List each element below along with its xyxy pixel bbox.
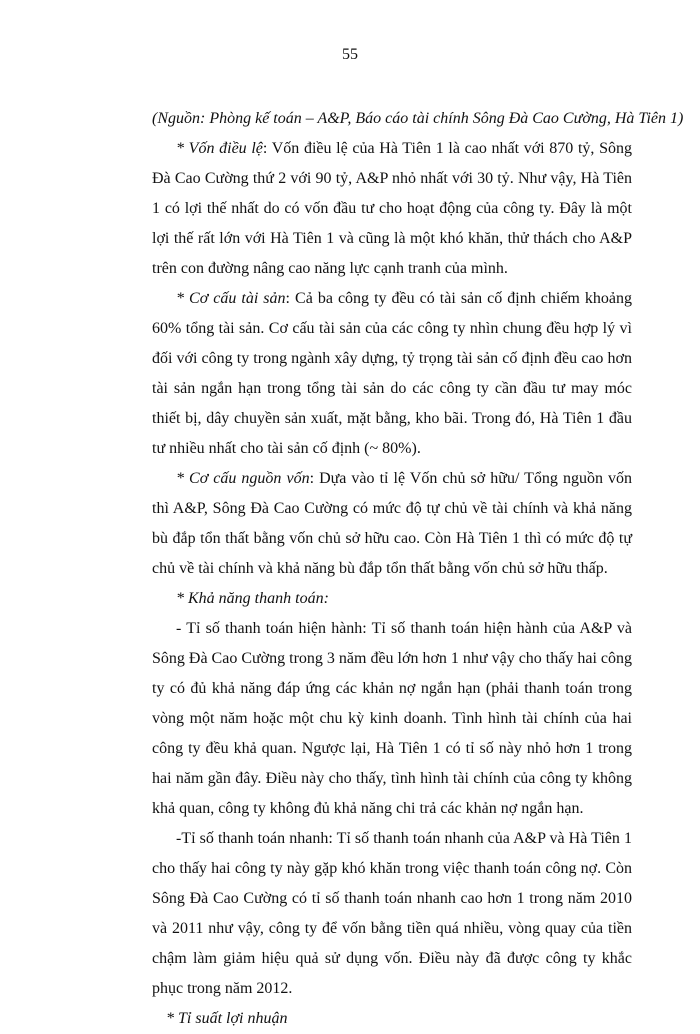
label-von-dieu-le: * Vốn điều lệ bbox=[176, 140, 263, 157]
label-co-cau-tai-san: * Cơ cấu tài sản bbox=[176, 290, 286, 307]
paragraph-co-cau-tai-san bbox=[152, 284, 632, 464]
source-note: (Nguồn: Phòng kế toán – A&P, Báo cáo tài chính Sông Đà Cao Cường, Hà Tiên 1) bbox=[152, 110, 684, 127]
page-content bbox=[152, 104, 684, 1034]
paragraph-ti-so-hien-hanh: - Tỉ số thanh toán hiện hành: Tỉ số thanh toán hiện hành của A&P và Sông Đà Cao Cường trong 3 năm đều lớn hơn 1 như vậy cho thấy hai công ty có đủ khả năng đáp ứng các khản nợ ngắn hạn (phải thanh toán trong vòng một năm hoặc một chu kỳ kinh doanh. Tình hình tài chính của hai công ty đều khả quan. Ngược lại, Hà Tiên 1 có tỉ số này nhỏ hơn 1 trong hai năm gần đây. Điều này cho thấy, tình hình tài chính của công ty không khả quan, công ty không đủ khả năng chi trả các khản nợ ngắn hạn. bbox=[152, 620, 632, 817]
label-co-cau-nguon-von: * Cơ cấu nguồn vốn bbox=[176, 470, 310, 487]
paragraph-co-cau-nguon-von bbox=[152, 464, 632, 584]
paragraph-ti-so-nhanh: -Tỉ số thanh toán nhanh: Tỉ số thanh toán nhanh của A&P và Hà Tiên 1 cho thấy hai công ty này gặp khó khăn trong việc thanh toán công nợ. Còn Sông Đà Cao Cường có tỉ số thanh toán nhanh cao hơn 1 trong năm 2010 và 2011 như vậy, công ty để vốn bằng tiền quá nhiều, vòng quay của tiền chậm làm giảm hiệu quả sử dụng vốn. Điều này đã được công ty khắc phục trong năm 2012. bbox=[152, 830, 632, 997]
heading-ti-suat-loi-nhuan: * Tỉ suất lợi nhuận bbox=[166, 1010, 288, 1027]
paragraph-von-dieu-le bbox=[152, 134, 632, 284]
text-co-cau-nguon-von: : Dựa vào tỉ lệ Vốn chủ sở hữu/ Tổng nguồn vốn thì A&P, Sông Đà Cao Cường có mức độ tự chủ về tài chính và khả năng bù đắp tổn thất bằng vốn chủ sở hữu cao. Còn Hà Tiên 1 thì có mức độ tự chủ về tài chính và khả năng bù đắp tổn thất bằng vốn chủ sở hữu thấp. bbox=[152, 470, 632, 577]
text-co-cau-tai-san: : Cả ba công ty đều có tài sản cố định chiếm khoảng 60% tổng tài sản. Cơ cấu tài sản của các công ty nhìn chung đều hợp lý vì đối với công ty trong ngành xây dựng, tỷ trọng tài sản cố định đều cao hơn tài sản ngắn hạn trong tổng tài sản do các công ty cần đầu tư may móc thiết bị, dây chuyền sản xuất, mặt bằng, kho bãi. Trong đó, Hà Tiên 1 đầu tư nhiều nhất cho tài sản cố định (~ 80%). bbox=[152, 290, 632, 457]
page-number: 55 bbox=[342, 46, 358, 63]
heading-kha-nang-thanh-toan: * Khả năng thanh toán: bbox=[176, 590, 329, 607]
text-von-dieu-le: : Vốn điều lệ của Hà Tiên 1 là cao nhất với 870 tỷ, Sông Đà Cao Cường thứ 2 với 90 tỷ, A&P nhỏ nhất với 30 tỷ. Như vậy, Hà Tiên 1 có lợi thế nhất do có vốn đầu tư cho hoạt động của công ty. Đây là một lợi thế rất lớn với Hà Tiên 1 và cũng là một khó khăn, thử thách cho A&P trên con đường nâng cao năng lực cạnh tranh của mình. bbox=[152, 140, 632, 277]
